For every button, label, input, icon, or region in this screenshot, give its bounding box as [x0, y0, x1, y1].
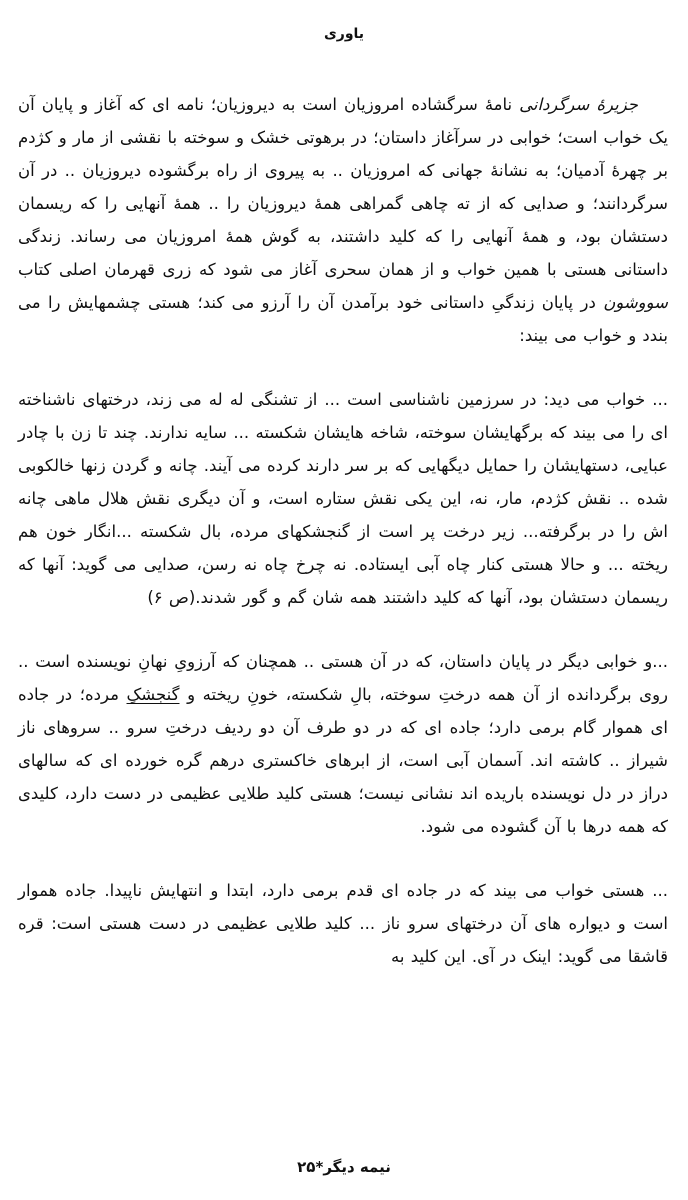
journal-footer: نیمه دیگر*۲۵	[297, 1158, 391, 1176]
paragraph-second-dream-text: ...و خوابی دیگر در پایان داستان، که در آن هستی .. همچنان که آرزویِ نهانِ نویسنده است .. روی برگردانده از آن همه درختِ سوخته، بالِ شکسته، خونِ ریخته و	[18, 652, 669, 704]
paragraph-intro-text: نامهٔ سرگشاده امروزیان است به دیروزیان؛ نامه ای که آغاز و پایان آن یک خواب است؛ خوابی در سرآغاز داستان؛ در برهوتی خشک و سوخته با نقشی از مار و کژدم بر چهرهٔ آدمیان؛ به نشانهٔ جهانی که امروزیان .. به پیروی از راه برگشوده دیروزیان .. در آن سرگردانند؛ و صدایی که از ته چاهی گمراهی همهٔ دیروزیان را .. همهٔ آنهایی را که ریسمان دستشان بود، و همهٔ آنهایی را که کلید داشتند، به گوش همهٔ امروزیان می رساند. زندگی داستانی هستی با همین خواب و از همان سحری آغاز می شود که زری قهرمان اصلی کتاب	[18, 95, 668, 279]
paragraph-final-dream: ... هستی خواب می بیند که در جاده ای قدم برمی دارد، ابتدا و انتهایش ناپیدا. جاده هموار است و دیواره های آن درختهای سرو ناز ... کلید طلایی عظیمی در دست هستی است: قره قاشقا می گوید: اینک در آی. این کلید به	[18, 881, 668, 966]
paragraph-second-dream	[18, 645, 668, 843]
paragraph-intro	[18, 88, 668, 352]
paragraph-second-dream-text-end: مرده؛ در جاده ای هموار گام برمی دارد؛ جاده ای که در دو طرف آن دو ردیف درختِ سرو .. سروهای ناز شیراز .. کاشته اند. آسمان آبی است، از ابرهای خاکستری درهم گره خورده ای که سالهای دراز در دل نویسنده باریده اند نشانی نیست؛ هستی کلید طلایی عظیمی در دست دارد، کلیدی که همه درها با آن گشوده می شود.	[18, 685, 668, 836]
paragraph-dream-quote: ... خواب می دید: در سرزمین ناشناسی است ... از تشنگی له له می زند، درختهای ناشناخته ای را می بیند که برگهایشان سوخته، شاخه هایشان شکسته ... سایه ندارند. چند تا زن با چادر عبایی، دستهایشان را حمایل دیگهایی که بر سر دارند کرده می آیند. چانه و گردن زنها خالکوبی شده .. نقش کژدم، مار، نه، این یکی نقش ستاره است، و آن دیگری نقش هلال ماهی چانه اش را در برگرفته... زیر درخت پر است از گنجشکهای مرده، بال شکسته ...انگار خون هم ریخته ... و حالا هستی کنار چاه آبی ایستاده. نه چرخ چاه نه رسن، صدایی می گوید: آنها که ریسمان دستشان بود، آنها که کلید داشتند همه شان گم و گور شدند.(ص ۶)	[18, 390, 668, 607]
underlined-word-gonjeshk: گنجشکِ	[126, 685, 180, 704]
page-body	[18, 88, 668, 973]
book-title-jazireh-sargardani: جزیرهٔ سرگردانی	[519, 95, 638, 114]
paragraph-intro-text-end: در پایان زندگیِ داستانی خود برآمدن آن را آرزو می کند؛ هستی چشمهایش را می بندد و خواب می بیند:	[18, 293, 668, 345]
running-head: یاوری	[323, 26, 365, 42]
book-title-savushun: سووشون	[603, 293, 668, 312]
